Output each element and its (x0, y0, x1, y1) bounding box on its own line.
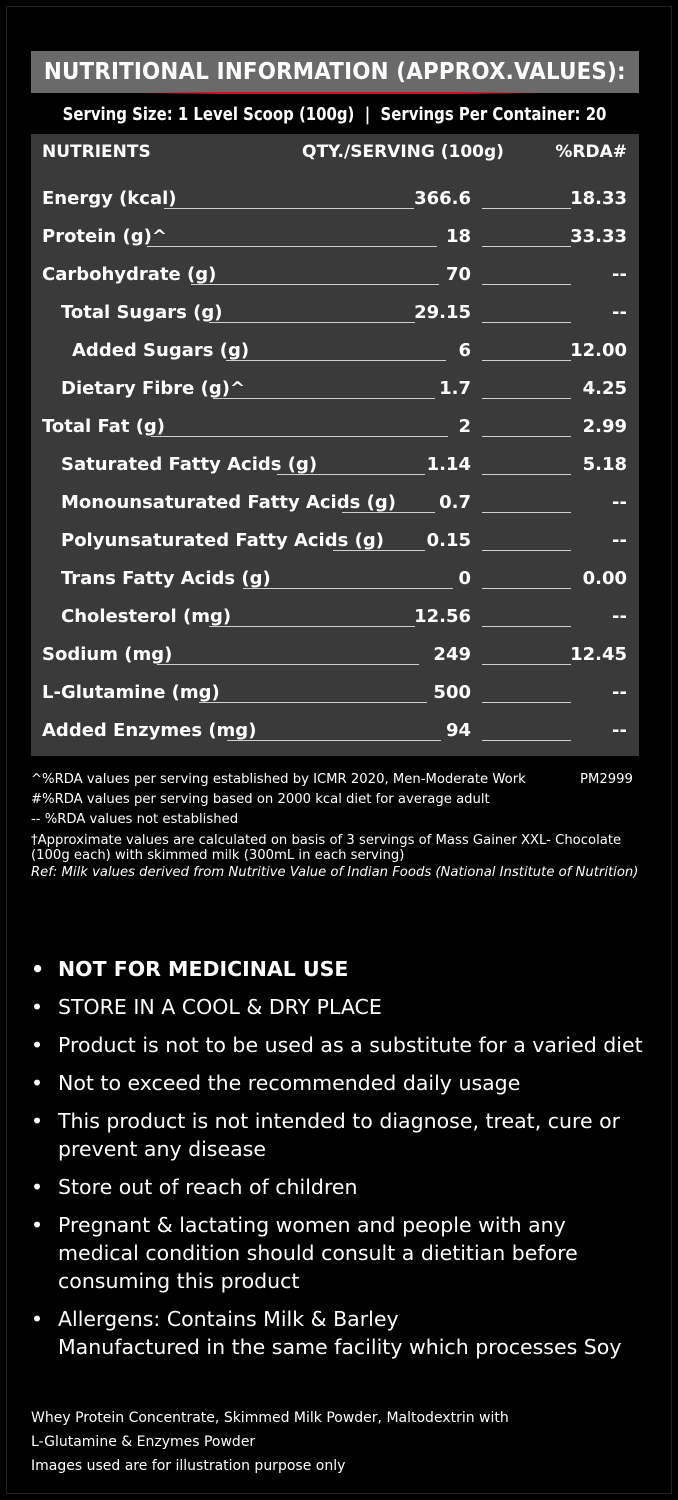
leader-line (209, 322, 415, 323)
nutrient-name: Total Sugars (g) (61, 302, 223, 323)
bullet-icon: • (31, 1175, 44, 1199)
leader-line (333, 550, 425, 551)
table-row (31, 712, 639, 750)
table-row (31, 256, 639, 294)
leader-line (482, 360, 571, 361)
nutrient-name: Monounsaturated Fatty Acids (g) (61, 492, 396, 513)
nutrient-qty: 2 (458, 416, 471, 437)
leader-line (482, 740, 571, 741)
bullet-icon: • (31, 995, 44, 1019)
nutrient-qty: 1.7 (439, 378, 471, 399)
allergen-line: Allergens: Contains Milk & Barley (58, 1307, 399, 1331)
table-row (31, 180, 639, 218)
header-rda: %RDA# (555, 142, 627, 162)
leader-line (482, 246, 571, 247)
nutrient-qty: 500 (433, 682, 471, 703)
nutrient-name: Polyunsaturated Fatty Acids (g) (61, 530, 384, 551)
leader-line (213, 398, 435, 399)
product-code: PM2999 (580, 772, 633, 787)
bullet-icon: • (31, 1307, 44, 1331)
list-item (31, 1069, 651, 1097)
leader-line (482, 664, 571, 665)
bullet-icon: • (31, 1033, 44, 1057)
leader-line (147, 246, 437, 247)
bullet-icon: • (31, 1071, 44, 1095)
list-item (31, 993, 651, 1021)
footnote-approx-2: (100g each) with skimmed milk (300mL in each serving) (31, 848, 405, 863)
list-item-text: Not to exceed the recommended daily usage (58, 1071, 521, 1095)
nutrient-name: L-Glutamine (mg) (42, 682, 220, 703)
nutrient-rda: -- (612, 302, 627, 323)
table-row (31, 332, 639, 370)
leader-line (482, 512, 571, 513)
leader-line (191, 284, 439, 285)
leader-line (157, 664, 419, 665)
table-row (31, 674, 639, 712)
nutrient-qty: 249 (433, 644, 471, 665)
leader-line (226, 360, 446, 361)
table-row (31, 636, 639, 674)
leader-line (342, 512, 435, 513)
list-item (31, 1211, 578, 1295)
nutrient-name: Sodium (mg) (42, 644, 173, 665)
list-item (31, 1173, 651, 1201)
leader-line (482, 398, 571, 399)
leader-line (243, 588, 453, 589)
nutrient-qty: 0 (458, 568, 471, 589)
leader-line (151, 436, 448, 437)
list-item (31, 1305, 651, 1361)
illustration-disclaimer: Images used are for illustration purpose only (31, 1458, 346, 1474)
list-item-text: Product is not to be used as a substitute for a varied diet (58, 1033, 643, 1057)
nutrient-name: Dietary Fibre (g)^ (61, 378, 246, 399)
nutrient-name: Added Enzymes (mg) (42, 720, 257, 741)
nutrient-qty: 6 (458, 340, 471, 361)
leader-line (482, 208, 571, 209)
leader-line (199, 702, 427, 703)
table-row (31, 294, 639, 332)
bullet-icon: • (31, 1213, 44, 1237)
nutrient-rda: -- (612, 264, 627, 285)
leader-line (482, 284, 571, 285)
ingredients-line-1: Whey Protein Concentrate, Skimmed Milk Powder, Maltodextrin with (31, 1410, 509, 1426)
title-bar (31, 51, 639, 93)
bullet-icon: • (31, 957, 45, 981)
footnotes (31, 770, 651, 883)
leader-line (164, 208, 414, 209)
nutrient-qty: 0.7 (439, 492, 471, 513)
nutrient-rda: 0.00 (582, 568, 627, 589)
header-nutrients: NUTRIENTS (42, 142, 151, 162)
warnings-list (31, 955, 651, 1371)
leader-line (482, 550, 571, 551)
footnote-approx-1: †Approximate values are calculated on basis of 3 servings of Mass Gainer XXL- Chocolate (31, 833, 622, 848)
nutrient-rda: -- (612, 530, 627, 551)
nutrient-name: Cholesterol (mg) (61, 606, 232, 627)
list-item-text: This product is not intended to diagnose, treat, cure or prevent any disease (58, 1109, 621, 1161)
nutrient-name: Total Fat (g) (42, 416, 166, 437)
nutrient-qty: 70 (445, 264, 471, 285)
nutrient-rda: -- (612, 682, 627, 703)
table-row (31, 408, 639, 446)
leader-line (227, 740, 441, 741)
leader-line (482, 474, 571, 475)
table-row (31, 560, 639, 598)
nutrient-qty: 12.56 (414, 606, 471, 627)
list-item (31, 1107, 633, 1163)
nutrient-qty: 1.14 (426, 454, 471, 475)
nutrient-rda: 12.45 (570, 644, 627, 665)
nutrient-rda: -- (612, 606, 627, 627)
serving-info-text: Serving Size: 1 Level Scoop (100g) | Servings Per Container: 20 (63, 103, 607, 125)
list-item-text: NOT FOR MEDICINAL USE (58, 957, 349, 981)
ingredients-line-2: L-Glutamine & Enzymes Powder (31, 1434, 256, 1450)
footnote-icmr: ^%RDA values per serving established by ICMR 2020, Men-Moderate Work (31, 772, 526, 787)
table-row (31, 598, 639, 636)
footer (31, 1406, 651, 1478)
nutrient-qty: 18 (445, 226, 471, 247)
nutrient-qty: 0.15 (426, 530, 471, 551)
list-item-text: Store out of reach of children (58, 1175, 358, 1199)
product-code-wrap (580, 770, 650, 790)
page-title: NUTRITIONAL INFORMATION (APPROX.VALUES): (44, 59, 626, 85)
leader-line (482, 436, 571, 437)
leader-line (482, 702, 571, 703)
serving-info (31, 96, 639, 132)
list-item (31, 1031, 651, 1059)
list-item-text: STORE IN A COOL & DRY PLACE (58, 995, 382, 1019)
leader-line (482, 588, 571, 589)
nutrient-qty: 366.6 (414, 188, 471, 209)
nutrient-rda: 2.99 (582, 416, 627, 437)
header-qty: QTY./SERVING (100g) (302, 142, 504, 162)
facility-line: Manufactured in the same facility which processes Soy (58, 1335, 622, 1359)
nutrient-rda: -- (612, 492, 627, 513)
nutrient-name: Trans Fatty Acids (g) (61, 568, 271, 589)
list-item (31, 955, 651, 983)
nutrient-qty: 29.15 (414, 302, 471, 323)
nutrient-rda: 33.33 (570, 226, 627, 247)
table-row (31, 218, 639, 256)
nutrition-table (31, 134, 639, 756)
nutrient-name: Energy (kcal) (42, 188, 177, 209)
leader-line (482, 322, 571, 323)
nutrient-name: Saturated Fatty Acids (g) (61, 454, 318, 475)
list-item-text: Pregnant & lactating women and people with any medical condition should consult a dietitian before consuming this product (58, 1213, 578, 1293)
bullet-icon: • (31, 1109, 44, 1133)
table-row (31, 370, 639, 408)
footnote-kcal: #%RDA values per serving based on 2000 kcal diet for average adult (31, 792, 490, 807)
footnote-not-established: -- %RDA values not established (31, 812, 239, 827)
leader-line (482, 626, 571, 627)
nutrient-rda: 12.00 (570, 340, 627, 361)
leader-line (209, 626, 415, 627)
footnote-reference: Ref: Milk values derived from Nutritive Value of Indian Foods (National Institute of Nutrition) (31, 865, 639, 880)
nutrient-qty: 94 (445, 720, 471, 741)
table-row (31, 446, 639, 484)
leader-line (277, 474, 425, 475)
title-underline (140, 92, 540, 94)
table-row (31, 522, 639, 560)
nutrient-name: Added Sugars (g) (72, 340, 250, 361)
nutrient-name: Protein (g)^ (42, 226, 167, 247)
nutrient-name: Carbohydrate (g) (42, 264, 217, 285)
nutrient-rda: 4.25 (582, 378, 627, 399)
table-row (31, 484, 639, 522)
nutrient-rda: 18.33 (570, 188, 627, 209)
nutrient-rda: 5.18 (582, 454, 627, 475)
nutrient-rda: -- (612, 720, 627, 741)
